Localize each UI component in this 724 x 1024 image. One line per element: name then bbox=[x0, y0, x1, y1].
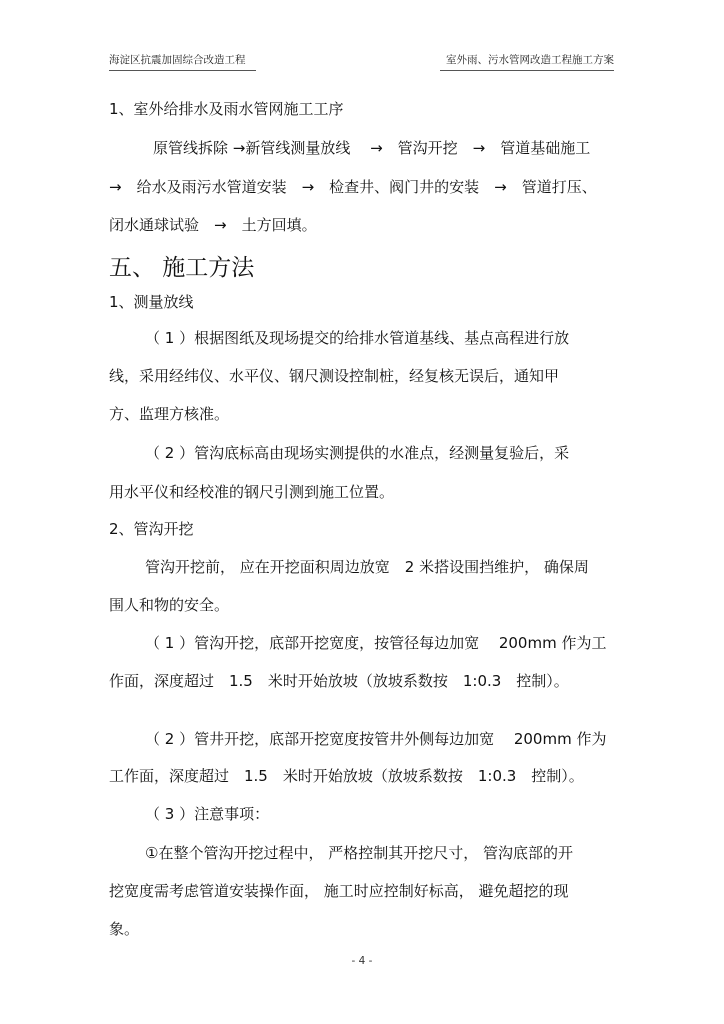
para-line: 管沟开挖前， 应在开挖面积周边放宽 2 米搭设围挡维护， 确保周 bbox=[145, 558, 589, 576]
para-line: ①在整个管沟开挖过程中， 严格控制其开挖尺寸， 管沟底部的开 bbox=[145, 844, 573, 862]
subheading-survey: 1、测量放线 bbox=[109, 293, 194, 311]
para-line: （ 1 ）根据图纸及现场提交的给排水管道基线、基点高程进行放 bbox=[145, 329, 570, 347]
subheading-excavation: 2、管沟开挖 bbox=[109, 520, 194, 538]
para-line: 象。 bbox=[109, 920, 140, 938]
page-number: - 4 - bbox=[351, 955, 373, 967]
para-line: 作面，深度超过 1.5 米时开始放坡（放坡系数按 1:0.3 控制）。 bbox=[109, 672, 569, 690]
para-line: （ 1 ）管沟开挖，底部开挖宽度，按管径每边加宽 200mm 作为工 bbox=[145, 634, 607, 652]
header-left-title: 海淀区抗震加固综合改造工程 bbox=[109, 52, 256, 71]
subheading-notes: （ 3 ）注意事项： bbox=[145, 805, 270, 823]
para-line: 围人和物的安全。 bbox=[109, 596, 230, 614]
para-line: 线，采用经纬仪、水平仪、钢尺测设控制桩，经复核无误后，通知甲 bbox=[109, 367, 560, 385]
para-line: 用水平仪和经校准的钢尺引测到施工位置。 bbox=[109, 483, 395, 501]
para-line: 方、监理方核准。 bbox=[109, 405, 230, 423]
process-line-1: 原管线拆除 →新管线测量放线 → 管沟开挖 → 管道基础施工 bbox=[153, 139, 591, 157]
section-heading: 五、 施工方法 bbox=[109, 255, 255, 281]
para-line: （ 2 ）管井开挖，底部开挖宽度按管井外侧每边加宽 200mm 作为 bbox=[145, 730, 607, 748]
para-line: 挖宽度需考虑管道安装操作面， 施工时应控制好标高， 避免超挖的现 bbox=[109, 882, 569, 900]
header-right-title: 室外雨、污水管网改造工程施工方案 bbox=[440, 52, 614, 71]
para-line: 工作面，深度超过 1.5 米时开始放坡（放坡系数按 1:0.3 控制）。 bbox=[109, 767, 584, 785]
process-line-2: → 给水及雨污水管道安装 → 检查井、阀门井的安装 → 管道打压、 bbox=[109, 178, 597, 196]
step-heading: 1、室外给排水及雨水管网施工工序 bbox=[109, 100, 344, 118]
para-line: （ 2 ）管沟底标高由现场实测提供的水准点，经测量复验后，采 bbox=[145, 444, 570, 462]
process-line-3: 闭水通球试验 → 土方回填。 bbox=[109, 216, 317, 234]
